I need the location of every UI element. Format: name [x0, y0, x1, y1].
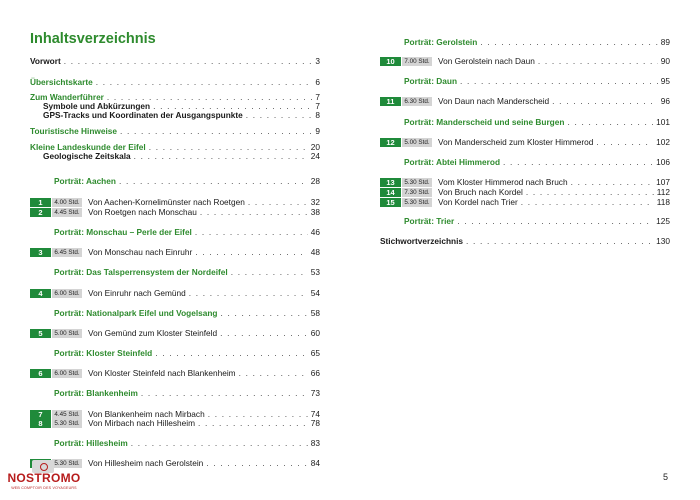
leader-dots [567, 116, 653, 128]
toc-page-number: 83 [310, 438, 320, 448]
leader-dots [503, 156, 653, 168]
toc-entry-title: Vom Kloster Himmerod nach Bruch [438, 177, 568, 187]
toc-entry-title: Von Roetgen nach Monschau [88, 207, 197, 217]
toc-entry-title: Von Kloster Steinfeld nach Blankenheim [88, 368, 236, 378]
tour-number-badge: 11 [380, 97, 401, 106]
toc-page-number: 38 [310, 207, 320, 217]
logo-name: NOSTROMO [7, 471, 81, 485]
leader-dots [131, 437, 308, 449]
tour-duration: 6.30 Std. [402, 97, 432, 106]
toc-entry-title: Porträt: Abtei Himmerod [404, 157, 501, 167]
toc-entry[interactable] [30, 367, 320, 379]
leader-dots [460, 75, 658, 87]
toc-entry[interactable] [30, 109, 320, 121]
logo-tagline: WEB COMPTOIR DES VOYAGEURS [11, 486, 77, 490]
tour-number-badge: 10 [380, 57, 401, 66]
toc-entry-title: Von Blankenheim nach Mirbach [88, 409, 205, 419]
toc-entry-title: Von Daun nach Manderscheid [438, 96, 550, 106]
toc-page-number: 66 [310, 368, 320, 378]
toc-entry-title: Geologische Zeitskala [43, 151, 131, 161]
tour-duration: 5.30 Std. [52, 459, 82, 468]
leader-dots [134, 150, 308, 162]
toc-page-number: 58 [310, 308, 320, 318]
toc-entry[interactable] [380, 75, 670, 87]
toc-entry-title: Symbole und Abkürzungen [43, 101, 151, 111]
leader-dots [480, 36, 657, 48]
leader-dots [596, 136, 653, 148]
leader-dots [96, 76, 313, 88]
toc-entry-title: Porträt: Aachen [54, 176, 116, 186]
toc-entry-title: Von Mirbach nach Hillesheim [88, 418, 195, 428]
toc-entry-title: GPS-Tracks und Koordinaten der Ausgangspunkte [43, 110, 243, 120]
toc-entry[interactable] [30, 246, 320, 258]
leader-dots [141, 387, 308, 399]
toc-page-number: 20 [310, 142, 320, 152]
toc-entry-title: Von Bruch nach Kordel [438, 187, 523, 197]
toc-entry[interactable] [380, 116, 670, 128]
toc-page-number: 84 [310, 458, 320, 468]
tour-duration: 5.30 Std. [402, 198, 432, 207]
toc-page-number: 53 [310, 267, 320, 277]
toc-entry[interactable] [380, 156, 670, 168]
toc-page-number: 106 [656, 157, 670, 167]
tour-number-badge: 8 [30, 419, 51, 428]
toc-page-number: 102 [656, 137, 670, 147]
toc-page-number: 60 [310, 328, 320, 338]
toc-page-number: 32 [310, 197, 320, 207]
toc-entry[interactable] [380, 235, 670, 247]
toc-page-number: 118 [656, 197, 670, 207]
toc-entry-title: Touristische Hinweise [30, 126, 117, 136]
leader-dots [189, 287, 308, 299]
toc-entry-title: Porträt: Manderscheid und seine Burgen [404, 117, 565, 127]
leader-dots [221, 307, 308, 319]
toc-entry[interactable] [30, 76, 320, 88]
toc-entry[interactable] [30, 417, 320, 429]
tour-number-badge: 15 [380, 198, 401, 207]
toc-page-number: 7 [315, 92, 320, 102]
toc-entry-title: Von Einruhr nach Gemünd [88, 288, 186, 298]
toc-entry[interactable] [380, 196, 670, 208]
toc-entry-title: Übersichtskarte [30, 77, 93, 87]
leader-dots [538, 55, 658, 67]
toc-page-number: 65 [310, 348, 320, 358]
leader-dots [466, 235, 653, 247]
toc-entry-title: Von Kordel nach Trier [438, 197, 518, 207]
toc-entry-title: Porträt: Nationalpark Eifel und Vogelsang [54, 308, 218, 318]
page-number: 5 [663, 472, 669, 482]
leader-dots [552, 95, 658, 107]
leader-dots [119, 175, 308, 187]
tour-duration: 5.00 Std. [402, 138, 432, 147]
tour-number-badge: 5 [30, 329, 51, 338]
toc-entry[interactable] [30, 226, 320, 238]
toc-page-number: 54 [310, 288, 320, 298]
toc-page-number: 112 [656, 187, 670, 197]
toc-page-number: 96 [660, 96, 670, 106]
toc-entry[interactable] [30, 307, 320, 319]
toc-page-number: 48 [310, 247, 320, 257]
page-title: Inhaltsverzeichnis [30, 31, 156, 47]
toc-page-number: 6 [315, 77, 320, 87]
toc-entry[interactable] [30, 125, 320, 137]
nostromo-logo [6, 460, 82, 494]
leader-dots [195, 226, 308, 238]
toc-page-number: 3 [315, 56, 320, 66]
tour-duration: 6.00 Std. [52, 369, 82, 378]
toc-entry-title: Porträt: Gerolstein [404, 37, 478, 47]
tour-number-badge: 7 [30, 410, 51, 419]
toc-page-number: 95 [660, 76, 670, 86]
toc-page-number: 73 [310, 388, 320, 398]
leader-dots [231, 266, 308, 278]
tour-number-badge: 13 [380, 178, 401, 187]
toc-entry-title: Vorwort [30, 56, 61, 66]
leader-dots [246, 109, 313, 121]
tour-number-badge: 4 [30, 289, 51, 298]
toc-entry[interactable] [380, 55, 670, 67]
tour-duration: 4.00 Std. [52, 198, 82, 207]
leader-dots [120, 125, 312, 137]
toc-entry-title: Porträt: Kloster Steinfeld [54, 348, 153, 358]
tour-duration: 7.00 Std. [402, 57, 432, 66]
tour-duration: 5.30 Std. [52, 419, 82, 428]
toc-page-number: 125 [656, 216, 670, 226]
toc-entry[interactable] [30, 266, 320, 278]
toc-page-number: 89 [660, 37, 670, 47]
toc-entry-title: Von Aachen-Kornelimünster nach Roetgen [88, 197, 245, 207]
toc-entry-title: Von Gerolstein nach Daun [438, 56, 535, 66]
tour-duration: 5.00 Std. [52, 329, 82, 338]
toc-entry[interactable] [30, 287, 320, 299]
toc-entry[interactable] [30, 387, 320, 399]
leader-dots [521, 196, 654, 208]
toc-entry-title: Porträt: Trier [404, 216, 455, 226]
leader-dots [195, 246, 308, 258]
tour-duration: 6.00 Std. [52, 289, 82, 298]
leader-dots [64, 55, 313, 67]
toc-page-number: 24 [310, 151, 320, 161]
tour-number-badge: 2 [30, 208, 51, 217]
toc-page-number: 28 [310, 176, 320, 186]
leader-dots [239, 367, 308, 379]
toc-entry-title: Kleine Landeskunde der Eifel [30, 142, 146, 152]
toc-page-number: 107 [656, 177, 670, 187]
leader-dots [220, 327, 308, 339]
toc-entry-title: Zum Wanderführer [30, 92, 104, 102]
toc-entry-title: Stichwortverzeichnis [380, 236, 463, 246]
toc-entry[interactable] [380, 136, 670, 148]
toc-entry-title: Porträt: Monschau – Perle der Eifel [54, 227, 192, 237]
toc-page-number: 46 [310, 227, 320, 237]
toc-page-number: 9 [315, 126, 320, 136]
toc-entry-title: Von Monschau nach Einruhr [88, 247, 193, 257]
toc-page-number: 101 [656, 117, 670, 127]
toc-page-number: 8 [315, 110, 320, 120]
tour-number-badge: 3 [30, 248, 51, 257]
toc-entry[interactable] [30, 327, 320, 339]
toc-page-number: 78 [310, 418, 320, 428]
toc-entry-title: Von Gemünd zum Kloster Steinfeld [88, 328, 218, 338]
toc-entry[interactable] [30, 206, 320, 218]
toc-page-number: 90 [660, 56, 670, 66]
tour-number-badge: 14 [380, 188, 401, 197]
tour-duration: 5.30 Std. [402, 178, 432, 187]
toc-entry[interactable] [30, 347, 320, 359]
toc-entry-title: Porträt: Hillesheim [54, 438, 128, 448]
toc-entry-title: Porträt: Das Talsperrensystem der Nordeifel [54, 267, 228, 277]
tour-duration: 6.45 Std. [52, 248, 82, 257]
toc-entry-title: Porträt: Daun [404, 76, 458, 86]
tour-duration: 7.30 Std. [402, 188, 432, 197]
toc-entry-title: Porträt: Blankenheim [54, 388, 138, 398]
toc-entry[interactable] [30, 150, 320, 162]
leader-dots [198, 417, 308, 429]
toc-entry[interactable] [380, 36, 670, 48]
toc-page-number: 7 [315, 101, 320, 111]
leader-dots [457, 215, 653, 227]
tour-number-badge: 6 [30, 369, 51, 378]
tour-duration: 4.45 Std. [52, 410, 82, 419]
toc-entry-title: Von Hillesheim nach Gerolstein [88, 458, 204, 468]
toc-entry[interactable] [380, 95, 670, 107]
toc-entry[interactable] [30, 175, 320, 187]
toc-page-number: 130 [656, 236, 670, 246]
leader-dots [155, 347, 308, 359]
tour-number-badge: 1 [30, 198, 51, 207]
tour-number-badge: 12 [380, 138, 401, 147]
toc-entry-title: Von Manderscheid zum Kloster Himmerod [438, 137, 594, 147]
toc-entry[interactable] [30, 55, 320, 67]
tour-duration: 4.45 Std. [52, 208, 82, 217]
toc-entry[interactable] [380, 215, 670, 227]
toc-entry[interactable] [30, 437, 320, 449]
leader-dots [200, 206, 308, 218]
toc-page-number: 74 [310, 409, 320, 419]
leader-dots [206, 457, 307, 469]
